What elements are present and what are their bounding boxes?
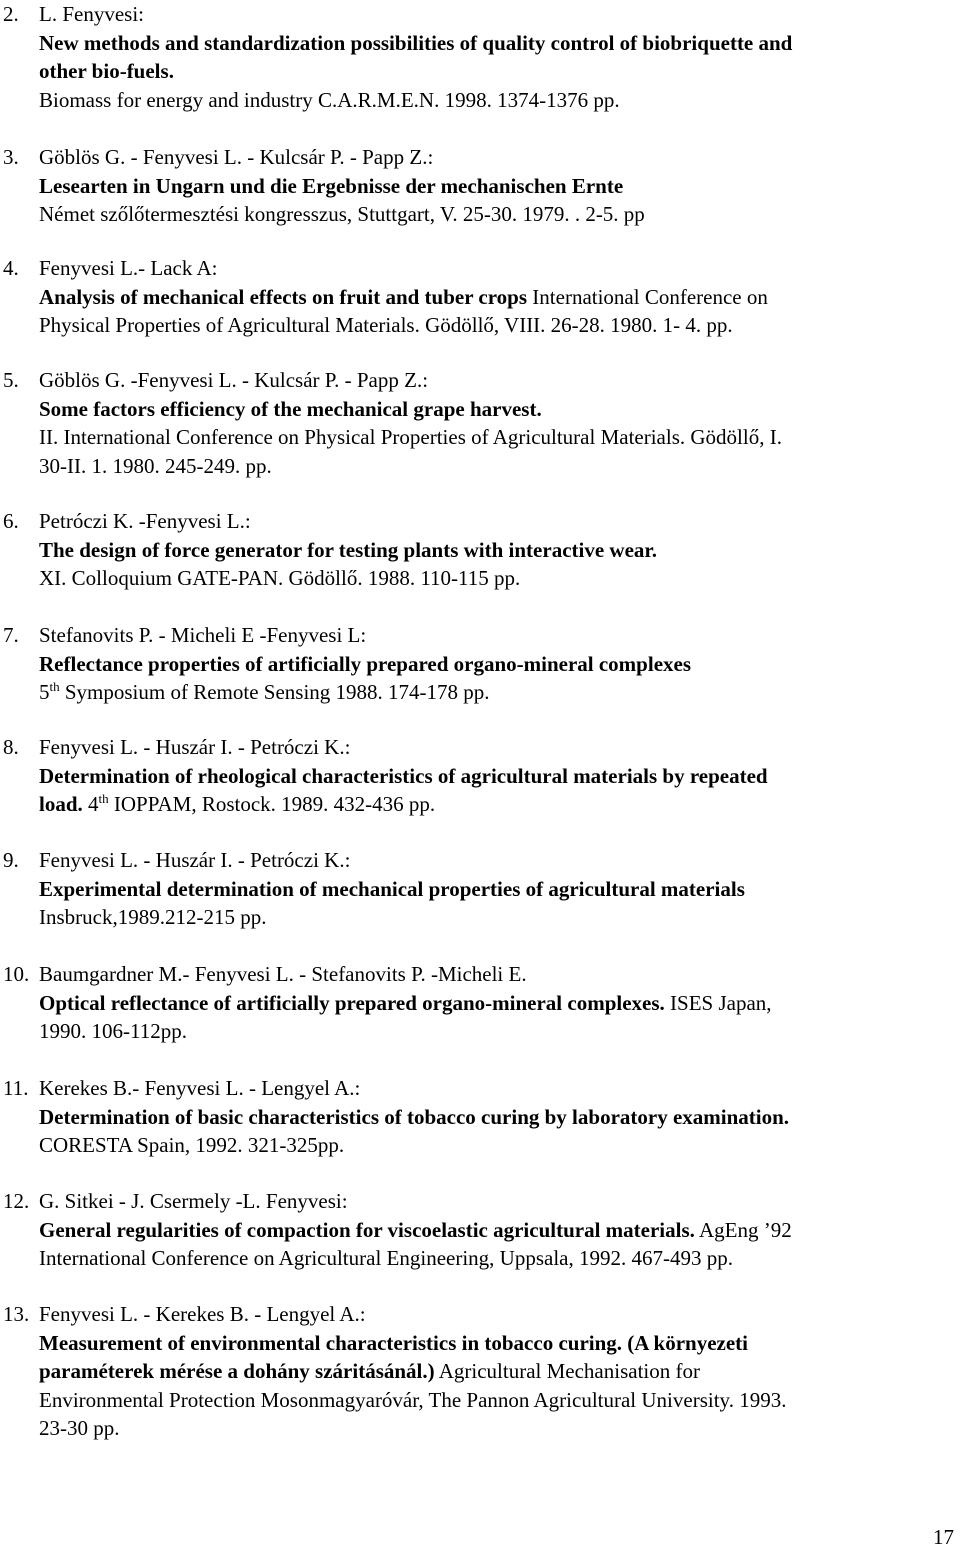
reference-number: 2.	[3, 2, 19, 26]
reference-title: Some factors efficiency of the mechanical grape harvest.	[39, 396, 542, 421]
reference-number: 9.	[3, 848, 19, 872]
reference-title: New methods and standardization possibilities of quality control of biobriquette and	[39, 30, 793, 55]
reference-body	[39, 0, 955, 114]
reference-number: 12.	[3, 1189, 30, 1213]
reference-source: XI. Colloquium GATE-PAN. Gödöllő. 1988. 110-115 pp.	[39, 566, 521, 590]
reference-body	[39, 254, 955, 340]
reference-title-line: Optical reflectance of artificially prepared organo-mineral complexes. ISES Japan,	[39, 990, 772, 1015]
reference-number: 6.	[3, 509, 19, 533]
ordinal-superscript: th	[49, 679, 60, 694]
reference-authors: Petróczi K. -Fenyvesi L.:	[39, 509, 251, 533]
reference-authors: Baumgardner M.- Fenyvesi L. - Stefanovits P. -Micheli E.	[39, 962, 527, 986]
reference-number: 13.	[3, 1302, 30, 1326]
reference-body	[39, 846, 955, 932]
reference-title-line: General regularities of compaction for viscoelastic agricultural materials. AgEng ’92	[39, 1217, 792, 1242]
reference-authors: Kerekes B.- Fenyvesi L. - Lengyel A.:	[39, 1076, 361, 1100]
reference-title: Experimental determination of mechanical properties of agricultural materials	[39, 876, 745, 901]
reference-title: Determination of basic characteristics of tobacco curing by laboratory examination.	[39, 1104, 790, 1129]
reference-title: Reflectance properties of artificially prepared organo-mineral complexes	[39, 651, 692, 676]
reference-title: Measurement of environmental characteristics in tobacco curing. (A környezeti	[39, 1330, 748, 1355]
reference-source: 23-30 pp.	[39, 1416, 120, 1440]
reference-body	[39, 960, 955, 1046]
reference-title-line: Analysis of mechanical effects on fruit and tuber crops International Conference on	[39, 284, 768, 309]
reference-number: 5.	[3, 368, 19, 392]
reference-title: Lesearten in Ungarn und die Ergebnisse der mechanischen Ernte	[39, 173, 624, 198]
reference-body	[39, 366, 955, 480]
reference-source: Environmental Protection Mosonmagyaróvár, The Pannon Agricultural University. 1993.	[39, 1387, 787, 1412]
reference-authors: Fenyvesi L. - Huszár I. - Petróczi K.:	[39, 735, 351, 759]
reference-source: International Conference on Agricultural Engineering, Uppsala, 1992. 467-493 pp.	[39, 1246, 733, 1270]
reference-authors: Fenyvesi L.- Lack A:	[39, 256, 218, 280]
reference-source: 30-II. 1. 1980. 245-249. pp.	[39, 453, 272, 478]
reference-title: other bio-fuels.	[39, 59, 174, 83]
reference-number: 7.	[3, 623, 19, 647]
reference-number: 3.	[3, 145, 19, 169]
reference-authors: L. Fenyvesi:	[39, 2, 144, 26]
reference-authors: Fenyvesi L. - Kerekes B. - Lengyel A.:	[39, 1302, 366, 1326]
reference-title: Determination of rheological characteristics of agricultural materials by repeated	[39, 763, 768, 788]
reference-body	[39, 1187, 955, 1273]
reference-number: 4.	[3, 256, 19, 280]
ordinal-superscript: th	[98, 791, 109, 806]
reference-authors: Stefanovits P. - Micheli E -Fenyvesi L:	[39, 623, 367, 647]
reference-source: CORESTA Spain, 1992. 321-325pp.	[39, 1133, 345, 1157]
reference-authors: Fenyvesi L. - Huszár I. - Petróczi K.:	[39, 848, 351, 872]
reference-source: Physical Properties of Agricultural Materials. Gödöllő, VIII. 26-28. 1980. 1- 4. pp.	[39, 313, 733, 337]
reference-body	[39, 143, 955, 229]
reference-source: Német szőlőtermesztési kongresszus, Stuttgart, V. 25-30. 1979. . 2-5. pp	[39, 202, 645, 226]
reference-authors: Göblös G. -Fenyvesi L. - Kulcsár P. - Papp Z.:	[39, 368, 429, 392]
reference-body	[39, 621, 955, 707]
reference-title: The design of force generator for testing plants with interactive wear.	[39, 537, 658, 562]
reference-number: 11.	[3, 1076, 29, 1100]
page-number: 17	[933, 1525, 954, 1549]
reference-body	[39, 733, 955, 819]
reference-source: Insbruck,1989.212-215 pp.	[39, 905, 267, 929]
reference-number: 8.	[3, 735, 19, 759]
reference-body	[39, 1300, 955, 1443]
reference-body	[39, 507, 955, 593]
reference-authors: Göblös G. - Fenyvesi L. - Kulcsár P. - Papp Z.:	[39, 145, 434, 169]
reference-source: 5th Symposium of Remote Sensing 1988. 174-178 pp.	[39, 679, 490, 704]
reference-source: 1990. 106-112pp.	[39, 1019, 187, 1043]
reference-number: 10.	[3, 962, 30, 986]
reference-source: II. International Conference on Physical Properties of Agricultural Materials. Gödöllő, I.	[39, 425, 782, 449]
reference-title-line: paraméterek mérése a dohány száritásánál.) Agricultural Mechanisation for	[39, 1359, 700, 1383]
reference-authors: G. Sitkei - J. Csermely -L. Fenyvesi:	[39, 1189, 348, 1213]
reference-source: load. 4th IOPPAM, Rostock. 1989. 432-436 pp.	[39, 791, 436, 816]
reference-body	[39, 1074, 955, 1160]
reference-source: Biomass for energy and industry C.A.R.M.E.N. 1998. 1374-1376 pp.	[39, 87, 620, 112]
